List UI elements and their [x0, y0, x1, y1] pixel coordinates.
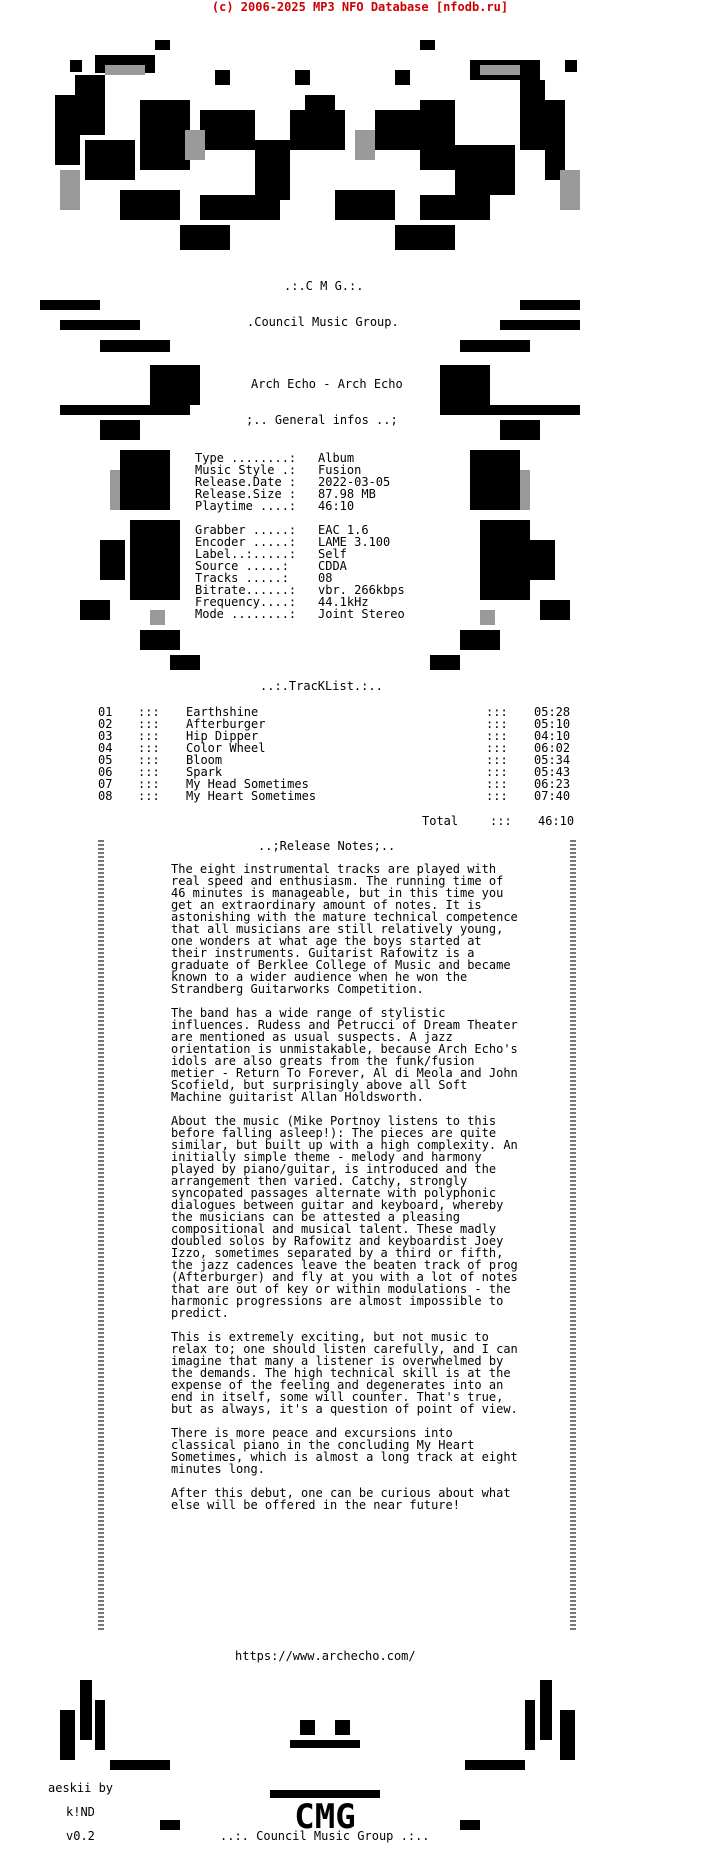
info-key: Mode ........: — [195, 607, 297, 621]
track-sep2: ::: — [486, 729, 508, 743]
info-value: 46:10 — [318, 499, 355, 513]
info-key: Source .....: — [195, 559, 289, 573]
track-time: 06:02 — [534, 741, 571, 755]
track-row — [98, 729, 578, 741]
track-no: 01 — [98, 705, 113, 719]
info-value: CDDA — [318, 559, 347, 573]
footer-group-name: ..:. Council Music Group .:.. — [220, 1829, 430, 1843]
info-key: Release.Date : — [195, 475, 297, 489]
track-sep2: ::: — [486, 753, 508, 767]
info-value: vbr. 266kbps — [318, 583, 405, 597]
track-sep1: ::: — [138, 777, 160, 791]
note-paragraph: This is extremely exciting, but not music to relax to; one should listen carefully, and I can imagine that many a listener is overwhelmed by the demands. The high technical skill is at the expense of the feeling and degenerates into an end in itself, some will counter. That's true, but as always, it's a question of point of view. — [171, 1330, 518, 1416]
track-row — [98, 753, 578, 765]
total-sep: ::: — [490, 814, 512, 828]
info-value: 08 — [318, 571, 333, 585]
credit-line-1: aeskii by — [48, 1781, 114, 1795]
info-value: EAC 1.6 — [318, 523, 369, 537]
track-no: 03 — [98, 729, 113, 743]
track-sep1: ::: — [138, 753, 160, 767]
right-border — [570, 840, 576, 1630]
info-key: Release.Size : — [195, 487, 297, 501]
release-notes-header: ..;Release Notes;.. — [258, 839, 396, 853]
track-row — [98, 741, 578, 753]
track-sep2: ::: — [486, 717, 508, 731]
left-border — [98, 840, 104, 1630]
info-key: Playtime ....: — [195, 499, 297, 513]
info-value: Fusion — [318, 463, 362, 477]
release-notes — [171, 863, 521, 1523]
track-row — [98, 765, 578, 777]
info-key: Tracks .....: — [195, 571, 289, 585]
group-name: .Council Music Group. — [247, 315, 399, 329]
track-sep2: ::: — [486, 741, 508, 755]
credit-line-2: k!ND — [66, 1805, 95, 1819]
track-no: 08 — [98, 789, 113, 803]
credit-line-3: v0.2 — [66, 1829, 95, 1843]
track-title: My Head Sometimes — [186, 777, 309, 791]
track-time: 07:40 — [534, 789, 571, 803]
info-key: Grabber .....: — [195, 523, 297, 537]
track-sep2: ::: — [486, 765, 508, 779]
track-no: 04 — [98, 741, 113, 755]
info-key: Type ........: — [195, 451, 297, 465]
track-sep2: ::: — [486, 705, 508, 719]
track-time: 05:34 — [534, 753, 571, 767]
info-value: Joint Stereo — [318, 607, 405, 621]
track-no: 02 — [98, 717, 113, 731]
track-sep1: ::: — [138, 729, 160, 743]
track-row — [98, 789, 578, 801]
info-table — [195, 452, 405, 620]
info-key: Label..:.....: — [195, 547, 297, 561]
note-paragraph: The eight instrumental tracks are played with real speed and enthusiasm. The running time of 46 minutes is manageable, but in this time you get an extraordinary amount of notes. It is astonishing with the mature technical competence that all musicians are still relatively young, one wonders at what age the boys started at their instruments. Guitarist Rafowitz is a graduate of Berklee College of Music and became known to a wider audience when he won the Strandberg Guitarworks Competition. — [171, 862, 518, 996]
track-sep1: ::: — [138, 717, 160, 731]
info-key: Encoder .....: — [195, 535, 297, 549]
track-row — [98, 777, 578, 789]
track-sep2: ::: — [486, 789, 508, 803]
note-paragraph: After this debut, one can be curious about what else will be offered in the near future! — [171, 1486, 511, 1512]
track-title: My Heart Sometimes — [186, 789, 317, 803]
info-row — [195, 500, 405, 512]
group-tag: .:.C M G.:. — [284, 279, 364, 293]
track-title: Afterburger — [186, 717, 266, 731]
track-time: 06:23 — [534, 777, 571, 791]
track-sep1: ::: — [138, 765, 160, 779]
track-sep1: ::: — [138, 789, 160, 803]
release-title: Arch Echo - Arch Echo — [251, 377, 403, 391]
tracklist-header: ..:.TracKList.:.. — [260, 679, 383, 693]
note-paragraph: The band has a wide range of stylistic influences. Rudess and Petrucci of Dream Theater are mentioned as usual suspects. A jazz orientation is unmistakable, because Arch Echo's idols are also greats from the funk/fusion metier - Return To Forever, Al di Meola and John Scofield, but surprisingly above all Soft Machine guitarist Allan Holdsworth. — [171, 1006, 518, 1104]
info-value: Self — [318, 547, 347, 561]
info-value: LAME 3.100 — [318, 535, 391, 549]
info-key: Music Style .: — [195, 463, 297, 477]
tracklist — [98, 705, 578, 801]
track-no: 06 — [98, 765, 113, 779]
track-time: 04:10 — [534, 729, 571, 743]
info-key: Bitrate......: — [195, 583, 297, 597]
banner: (c) 2006-2025 MP3 NFO Database [nfodb.ru] — [211, 0, 509, 14]
track-sep1: ::: — [138, 741, 160, 755]
cmg-logo: CMG — [294, 1797, 356, 1837]
website-link[interactable]: https://www.archecho.com/ — [235, 1649, 416, 1663]
info-key: Frequency....: — [195, 595, 297, 609]
note-paragraph: About the music (Mike Portnoy listens to this before falling asleep!): The pieces are quite similar, but built up with a high complexity. An initially simple theme - melody and harmony played by piano/guitar, is introduced and the arrangement then varied. Catchy, strongly syncopated passages alternate with polyphonic dialogues between guitar and keyboard, whereby the musicians can be attested a pleasing compositional and musical talent. These madly doubled solos by Rafowitz and keyboardist Joey Izzo, sometimes separated by a third or fifth, the jazz cadences leave the beaten track of prog (Afterburger) and fly at you with a lot of notes that are out of key or within modulations - the harmonic progressions are almost impossible to predict. — [171, 1114, 518, 1320]
track-no: 05 — [98, 753, 113, 767]
track-title: Spark — [186, 765, 223, 779]
track-title: Color Wheel — [186, 741, 266, 755]
general-infos-header: ;.. General infos ..; — [246, 413, 398, 427]
track-time: 05:43 — [534, 765, 571, 779]
track-title: Hip Dipper — [186, 729, 259, 743]
info-value: 44.1kHz — [318, 595, 369, 609]
info-value: 87.98 MB — [318, 487, 376, 501]
track-time: 05:28 — [534, 705, 571, 719]
info-value: Album — [318, 451, 355, 465]
track-sep2: ::: — [486, 777, 508, 791]
track-title: Bloom — [186, 753, 223, 767]
track-row — [98, 717, 578, 729]
track-sep1: ::: — [138, 705, 160, 719]
track-time: 05:10 — [534, 717, 571, 731]
track-title: Earthshine — [186, 705, 259, 719]
total-label: Total — [422, 814, 459, 828]
track-no: 07 — [98, 777, 113, 791]
track-row — [98, 705, 578, 717]
info-value: 2022-03-05 — [318, 475, 391, 489]
info-row — [195, 608, 405, 620]
total-time: 46:10 — [538, 814, 575, 828]
note-paragraph: There is more peace and excursions into classical piano in the concluding My Heart Sometimes, which is almost a long track at eight minutes long. — [171, 1426, 518, 1476]
